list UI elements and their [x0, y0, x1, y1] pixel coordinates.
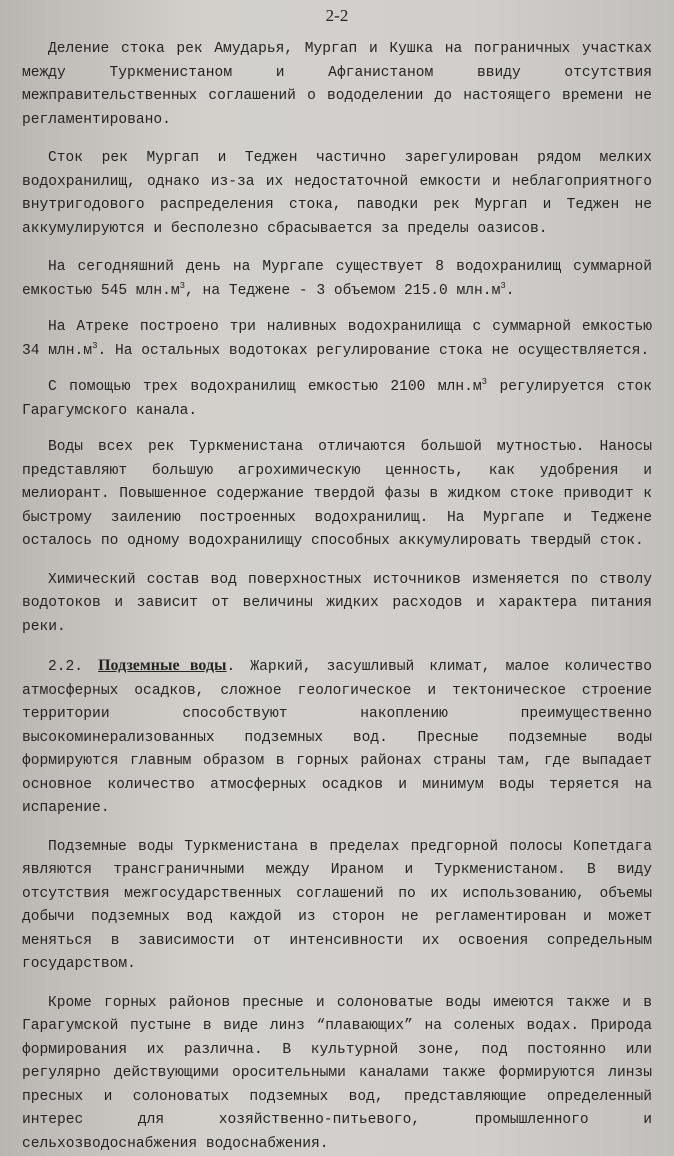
paragraph-transboundary-groundwater: Подземные воды Туркменистана в пределах предгорной полосы Копетдага являются трансграничными между Ираном и Туркменистаном. В виду отсутствия межгосударственных соглашений по их использованию, объемы добычи подземных вод каждой из сторон не регламентирован и может меняться в зависимости от интенсивности их освоения сопредельным государством.: [22, 836, 652, 977]
paragraph-karakum-canal: [22, 376, 652, 423]
superscript: 3: [500, 281, 505, 291]
page-number: 2-2: [22, 6, 652, 26]
text-segment: .: [506, 283, 515, 299]
paragraph-chemical-composition: Химический состав вод поверхностных источников изменяется по стволу водотоков и зависит от величины жидких расходов и характера питания реки.: [22, 569, 652, 640]
superscript: 3: [180, 281, 185, 291]
paragraph-reservoirs-regulation: Сток рек Мургап и Теджен частично зарегулирован рядом мелких водохранилищ, однако из-за их недостаточной емкости и неблагоприятного внутригодового распределения стока, паводки рек Мургап и Теджен не аккумулируются и бесполезно сбрасывается за пределы оазисов.: [22, 147, 652, 241]
paragraph-turbidity: Воды всех рек Туркменистана отличаются большой мутностью. Наносы представляют большую агрохимическую ценность, как удобрения и мелиорант. Повышенное содержание твердой фазы в жидком стоке приводит к быстрому заилению построенных водохранилищ. На Мургапе и Теджене осталось по одному водохранилищу способных аккумулировать твердый сток.: [22, 436, 652, 554]
superscript: 3: [92, 341, 97, 351]
text-segment: . На остальных водотоках регулирование стока не осуществляется.: [97, 343, 649, 359]
section-number: 2.2.: [48, 659, 83, 675]
text-segment: На Атреке построено три наливных водохранилища с суммарной емкостью 34 млн.м: [22, 319, 652, 359]
text-segment: С помощью трех водохранилищ емкостью 2100 млн.м: [48, 379, 482, 395]
section-lead-text: . Жаркий, засушливый климат, малое количество атмосферных осадков, сложное геологическое и тектоническое строение территории способствуют накоплению преимущественно высокоминерализованных подземных вод. Пресные подземные воды формируются главным образом в горных районах страны там, где выпадает основное количество атмосферных осадков и минимум воды теряется на испарение.: [22, 659, 652, 816]
paragraph-atrek-reservoirs: [22, 316, 652, 363]
section-groundwater: [22, 654, 652, 821]
text-segment: На сегодняшний день на Мургапе существует 8 водохранилищ суммарной емкостью 545 млн.м: [22, 259, 652, 299]
superscript: 3: [482, 377, 487, 387]
section-title: Подземные воды: [98, 657, 226, 674]
text-segment: регулируется сток Гарагумского канала.: [22, 379, 652, 419]
paragraph-murgap-reservoirs: [22, 256, 652, 303]
text-segment: , на Теджене - 3 объемом 215.0 млн.м: [185, 283, 500, 299]
paragraph-flow-division: Деление стока рек Амударья, Мургап и Кушка на пограничных участках между Туркменистаном и Афганистаном ввиду отсутствия межправительственных соглашений о вододелении до настоящего времени не регламентировано.: [22, 38, 652, 132]
paragraph-karakum-lenses: Кроме горных районов пресные и солоноватые воды имеются также и в Гарагумской пустыне в виде линз “плавающих” на соленых водах. Природа формирования их различна. В культурной зоне, под постоянно или регулярно действующими оросительными каналами также формируются линзы пресных и солоноватых подземных вод, представляющие определенный интерес для хозяйственно-питьевого, промышленного и сельхозводоснабжения водоснабжения.: [22, 992, 652, 1156]
